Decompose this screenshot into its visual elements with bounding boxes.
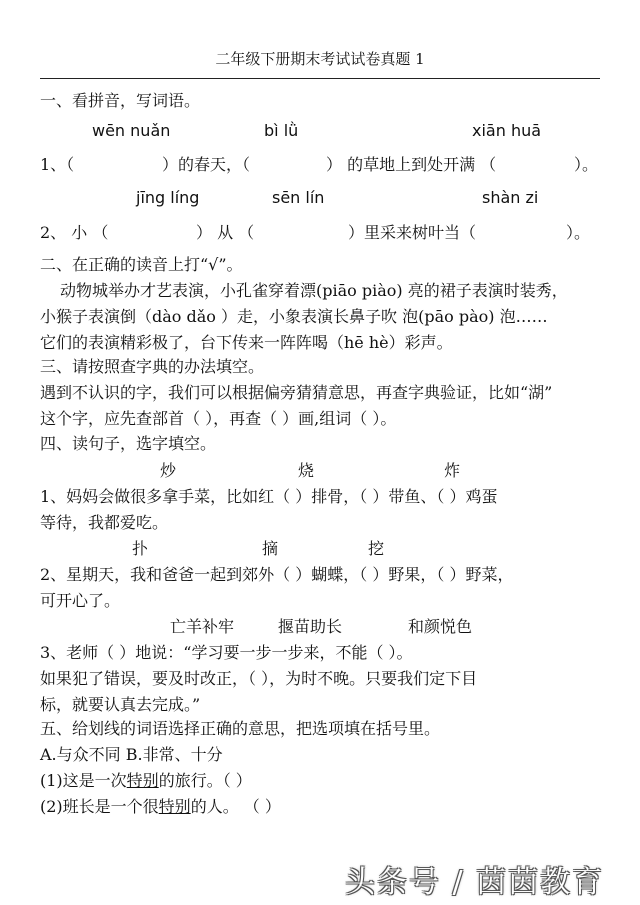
idiom-choice-1: 亡羊补牢 xyxy=(170,617,235,636)
underlined-word-2: 特别 xyxy=(158,797,191,816)
page-title: 二年级下册期末考试试卷真题 1 xyxy=(215,50,425,68)
question-4-3-line-3: 标，就要认真去完成。” xyxy=(40,695,201,714)
question-4-1-line-1: 1、妈妈会做很多拿手菜，比如红（ ）排骨，（ ）带鱼、（ ）鸡蛋 xyxy=(40,487,498,506)
section-5-heading: 五、给划线的词语选择正确的意思，把选项填在括号里。 xyxy=(40,719,441,738)
word-choice-wa: 挖 xyxy=(368,539,385,558)
section-2-line-1: 动物城举办才艺表演，小孔雀穿着漂(piāo piào) 亮的裙子表演时装秀， xyxy=(60,281,568,300)
idiom-choice-2: 揠苗助长 xyxy=(278,617,343,636)
section-3-line-2: 这个字，应先查部首（ ），再查（ ）画,组词（ ）。 xyxy=(40,409,397,428)
section-3-line-1: 遇到不认识的字，我们可以根据偏旁猜猜意思，再查字典验证，比如“湖” xyxy=(40,383,553,402)
question-1-1-part2: ）的春天，（ xyxy=(162,155,251,174)
underlined-word-1: 特别 xyxy=(126,771,159,790)
question-4-2-line-2: 可开心了。 xyxy=(40,591,121,610)
question-5-1 xyxy=(40,770,252,792)
watermark: 头条号 / 茵茵教育 xyxy=(345,865,605,900)
question-1-2-start: 2、 小 （ xyxy=(40,223,109,242)
section-3-heading: 三、请按照查字典的办法填空。 xyxy=(40,357,265,376)
pinyin-bilv: bì lǜ xyxy=(264,121,299,140)
question-5-1-suffix: 的旅行。（ ） xyxy=(158,771,252,790)
question-4-3-line-2: 如果犯了错误，要及时改正，（ ），为时不晚。只要我们定下目 xyxy=(40,669,478,688)
question-1-1-part3: ） 的草地上到处开满 （ xyxy=(326,155,497,174)
pinyin-senlin: sēn lín xyxy=(272,188,325,207)
question-1-1-end: ）。 xyxy=(574,155,599,174)
pinyin-wennuan: wēn nuǎn xyxy=(92,121,171,140)
question-5-2 xyxy=(40,796,281,818)
word-choice-zha: 炸 xyxy=(444,461,461,480)
section-2-line-2: 小猴子表演倒（dào dǎo ）走，小象表演长鼻子吹 泡(pāo pào) 泡…… xyxy=(40,307,548,326)
word-choice-shao: 烧 xyxy=(298,461,315,480)
word-choice-zhai: 摘 xyxy=(262,539,279,558)
pinyin-jingling: jīng líng xyxy=(136,188,200,207)
pinyin-shanzi: shàn zi xyxy=(482,188,539,207)
question-5-2-prefix: (2)班长是一个很 xyxy=(40,797,159,816)
question-4-1-line-2: 等待，我都爱吃。 xyxy=(40,513,169,532)
pinyin-xianhua: xiān huā xyxy=(472,121,542,140)
question-1-1-start: 1、（ xyxy=(40,155,75,174)
section-1-heading: 一、看拼音，写词语。 xyxy=(40,91,201,110)
section-2-heading: 二、在正确的读音上打“√”。 xyxy=(40,255,243,274)
question-1-2-part3: ）里采来树叶当（ xyxy=(348,223,477,242)
title-divider xyxy=(40,78,600,79)
idiom-choice-3: 和颜悦色 xyxy=(408,617,473,636)
question-5-1-prefix: (1)这是一次 xyxy=(40,771,127,790)
word-choice-pu: 扑 xyxy=(132,539,149,558)
section-2-line-3: 它们的表演精彩极了，台下传来一阵阵喝（hē hè）彩声。 xyxy=(40,333,453,352)
question-5-2-suffix: 的人。 （ ） xyxy=(190,797,281,816)
question-4-2-line-1: 2、星期天，我和爸爸一起到郊外（ ）蝴蝶，（ ）野果，（ ）野菜， xyxy=(40,565,514,584)
section-4-heading: 四、读句子，选字填空。 xyxy=(40,434,217,453)
word-choice-chao: 炒 xyxy=(160,461,177,480)
meaning-options: A.与众不同 B.非常、十分 xyxy=(40,745,223,764)
question-1-2-end: ）。 xyxy=(566,223,591,242)
question-1-2-part2: ） 从 （ xyxy=(196,223,255,242)
question-4-3-line-1: 3、老师（ ）地说：“学习要一步一步来，不能（ ）。 xyxy=(40,643,413,662)
